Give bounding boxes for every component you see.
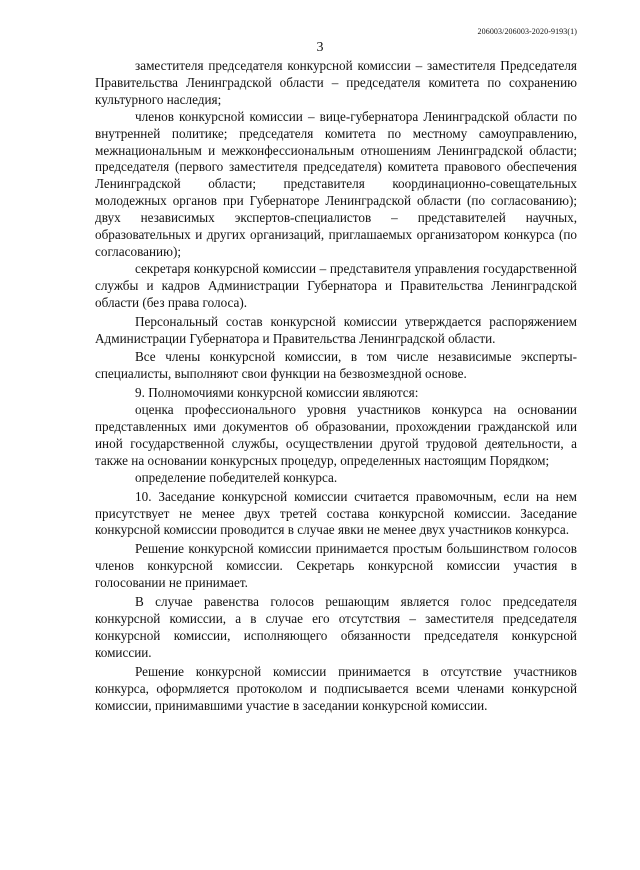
paragraph: заместителя председателя конкурсной комиссии – заместителя Председателя Правительства Ленинградской области – председателя комитета по сохранению культурного наследия; <box>95 58 577 107</box>
paragraph: членов конкурсной комиссии – вице-губернатора Ленинградской области по внутренней политике; председателя комитета по местному самоуправлению, межнациональным и межконфессиональным отношениям Ленинградской области; председателя (первого заместителя председателя) комитета правового обеспечения Ленинградской области; представителя координационно-совещательных молодежных органов при Губернаторе Ленинградской области (по согласованию); двух независимых экспертов-специалистов – представителей научных, образовательных и других организаций, приглашаемых организатором конкурса (по согласованию); <box>95 108 577 259</box>
paragraph: Решение конкурсной комиссии принимается в отсутствие участников конкурса, оформляется протоколом и подписывается всеми членами конкурсной комиссии, принимавшими участие в заседании конкурсной комиссии. <box>95 663 577 713</box>
paragraph: 10. Заседание конкурсной комиссии считается правомочным, если на нем присутствует не менее двух третей состава конкурсной комиссии. Заседание конкурсной комиссии проводится в случае явки не менее двух участников конкурса. <box>95 488 577 538</box>
paragraph: определение победителей конкурса. <box>135 469 338 485</box>
paragraph: Решение конкурсной комиссии принимается простым большинством голосов членов конкурсной комиссии. Секретарь конкурсной комиссии участия в голосовании не принимает. <box>95 541 577 591</box>
paragraph: В случае равенства голосов решающим является голос председателя конкурсной комиссии, а в случае его отсутствия – заместителя председателя конкурсной комиссии, исполняющего обязанности председателя конкурсной комиссии. <box>95 594 577 660</box>
document-body <box>95 58 577 714</box>
paragraph: Персональный состав конкурсной комиссии утверждается распоряжением Администрации Губернатора и Правительства Ленинградской области. <box>95 313 577 346</box>
paragraph: 9. Полномочиями конкурсной комиссии являются: <box>135 385 419 401</box>
page-number: 3 <box>316 40 324 55</box>
paragraph: секретаря конкурсной комиссии – представителя управления государственной службы и кадров Администрации Губернатора и Правительства Ленинградской области (без права голоса). <box>95 260 577 310</box>
document-id: 206003/206003-2020-9193(1) <box>477 27 577 36</box>
paragraph: оценка профессионального уровня участников конкурса на основании представленных ими документов об образовании, прохождении гражданской или иной государственной службы, осуществлении другой трудовой деятельности, а также на основании конкурсных процедур, определенных настоящим Порядком; <box>95 402 577 468</box>
paragraph: Все члены конкурсной комиссии, в том числе независимые эксперты-специалисты, выполняют свои функции на безвозмездной основе. <box>95 349 577 382</box>
